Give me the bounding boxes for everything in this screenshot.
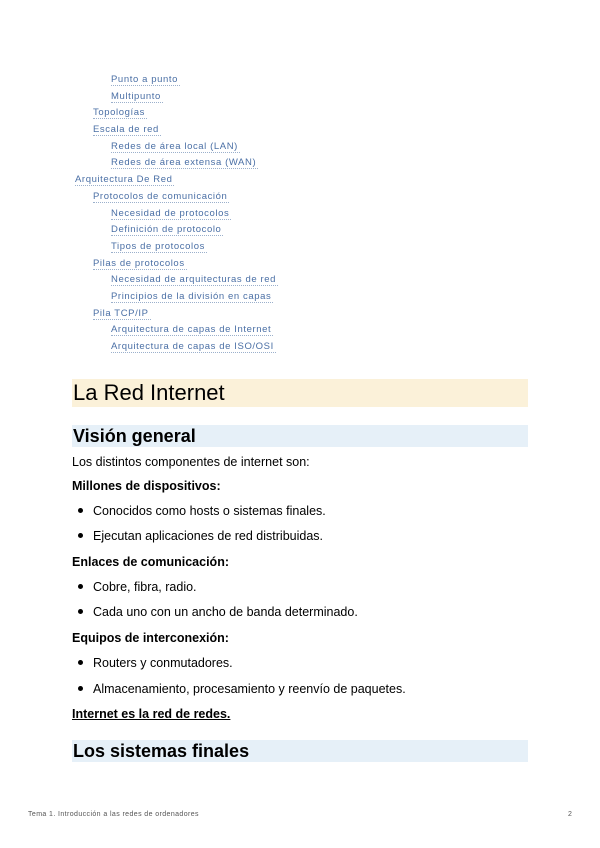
toc-link[interactable]: Arquitectura de capas de ISO/OSI <box>111 341 274 352</box>
section-heading-end-systems: Los sistemas finales <box>72 740 528 762</box>
toc-link[interactable]: Multipunto <box>111 90 161 102</box>
toc-link[interactable]: Pilas de protocolos <box>93 257 185 269</box>
list-item <box>78 604 358 620</box>
table-of-contents <box>0 72 600 356</box>
toc-link[interactable]: Redes de área local (LAN) <box>111 140 238 152</box>
footer-page-number: 2 <box>568 811 572 818</box>
list-item <box>78 681 406 697</box>
conclusion-text: Internet es la red de redes. <box>72 707 231 721</box>
toc-link[interactable]: Punto a punto <box>111 74 178 85</box>
bullet-icon <box>78 584 83 589</box>
list-item-text: Routers y conmutadores. <box>93 656 233 670</box>
section-heading-overview: Visión general <box>72 425 528 447</box>
group-heading-equipment: Equipos de interconexión: <box>72 631 229 645</box>
list-item-text: Cada uno con un ancho de banda determinado. <box>93 605 358 619</box>
toc-link[interactable]: Topologías <box>93 107 145 119</box>
toc-link[interactable]: Necesidad de protocolos <box>111 207 230 219</box>
toc-link[interactable]: Escala de red <box>93 124 159 136</box>
bullet-icon <box>78 508 83 513</box>
bullet-icon <box>78 609 83 614</box>
page-title: La Red Internet <box>72 379 528 407</box>
footer-document-title: Tema 1. Introducción a las redes de ordenadores <box>28 811 199 818</box>
toc-link[interactable]: Pila TCP/IP <box>93 307 149 319</box>
toc-link[interactable]: Redes de área extensa (WAN) <box>111 157 257 169</box>
toc-link[interactable]: Necesidad de arquitecturas de red <box>111 274 277 286</box>
bullet-icon <box>78 533 83 538</box>
intro-paragraph: Los distintos componentes de internet son: <box>72 455 310 469</box>
toc-link[interactable]: Arquitectura De Red <box>75 174 173 186</box>
toc-link[interactable]: Protocolos de comunicación <box>93 190 228 202</box>
list-item <box>78 579 197 595</box>
list-item-text: Cobre, fibra, radio. <box>93 580 197 594</box>
list-item-text: Almacenamiento, procesamiento y reenvío de paquetes. <box>93 682 406 696</box>
group-heading-links: Enlaces de comunicación: <box>72 555 229 569</box>
toc-link[interactable]: Principios de la división en capas <box>111 290 272 302</box>
bullet-icon <box>78 686 83 691</box>
toc-link[interactable]: Definición de protocolo <box>111 224 222 236</box>
toc-link[interactable]: Arquitectura de capas de Internet <box>111 324 272 336</box>
bullet-icon <box>78 660 83 665</box>
list-item <box>78 655 233 671</box>
toc-link[interactable]: Tipos de protocolos <box>111 240 205 252</box>
list-item <box>78 503 326 519</box>
list-item <box>78 528 323 544</box>
list-item-text: Conocidos como hosts o sistemas finales. <box>93 504 326 518</box>
group-heading-devices: Millones de dispositivos: <box>72 479 221 493</box>
list-item-text: Ejecutan aplicaciones de red distribuidas. <box>93 529 323 543</box>
